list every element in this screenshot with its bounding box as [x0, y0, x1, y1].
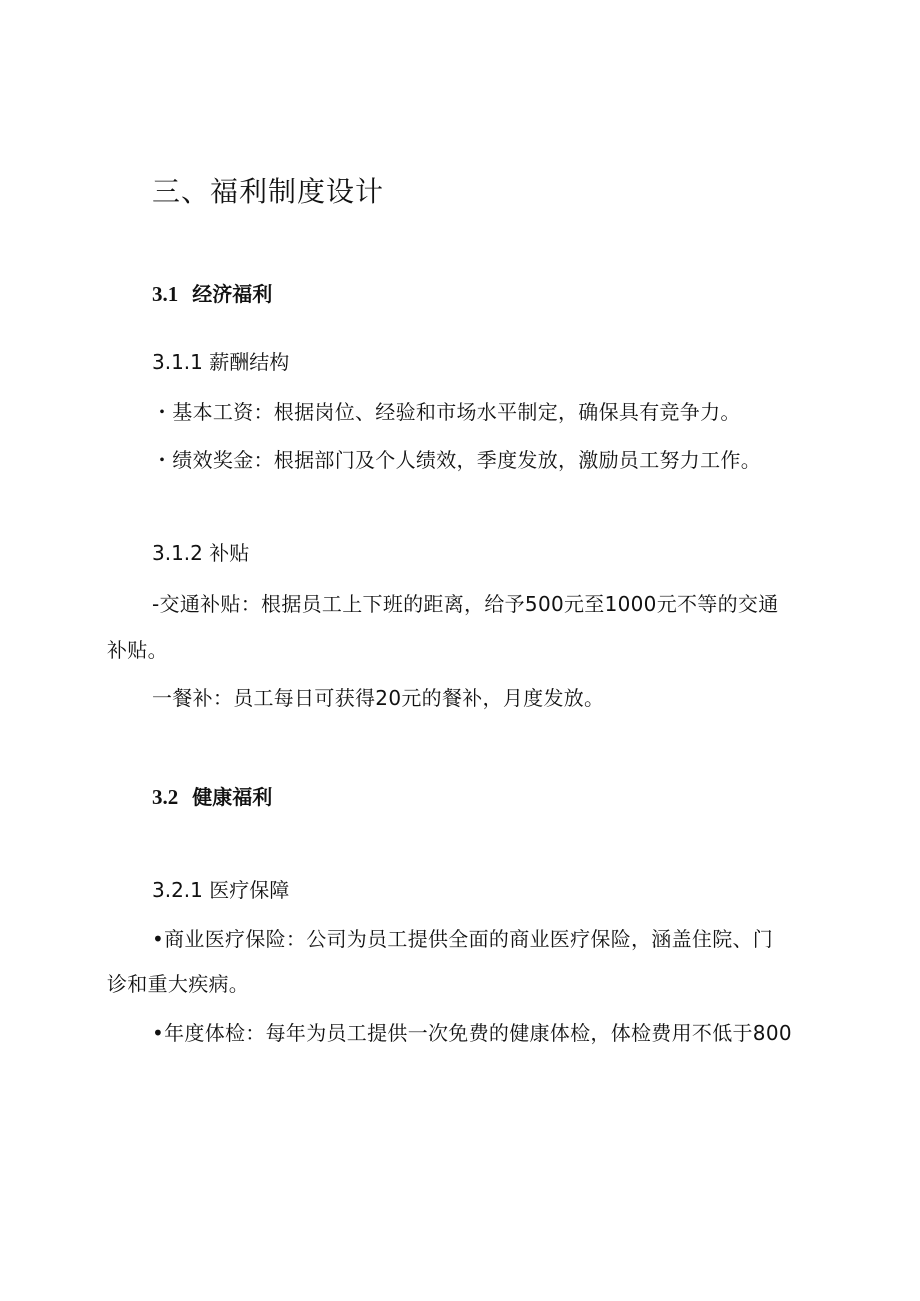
paragraph-annual-checkup-line1: •年度体检：每年为员工提供一次免费的健康体检，体检费用不低于800 [152, 1021, 792, 1045]
paragraph-commercial-insurance-line2: 诊和重大疾病。 [107, 972, 250, 996]
section-number: 3.1 [152, 282, 179, 306]
paragraph-transport-subsidy-line2: 补贴。 [107, 638, 168, 662]
chapter-heading: 三、福利制度设计 [152, 175, 385, 208]
paragraph-commercial-insurance-line1: •商业医疗保险：公司为员工提供全面的商业医疗保险，涵盖住院、门 [152, 927, 774, 951]
section-title: 经济福利 [192, 282, 273, 306]
subsection-heading-3-1-2: 3.1.2 补贴 [152, 541, 250, 565]
section-heading-3-1 [152, 284, 272, 305]
paragraph-meal-subsidy: 一餐补：员工每日可获得20元的餐补，月度发放。 [152, 686, 605, 710]
subsection-heading-3-1-1: 3.1.1 薪酬结构 [152, 350, 290, 374]
section-number: 3.2 [152, 785, 179, 809]
section-title: 健康福利 [192, 785, 273, 809]
subsection-heading-3-2-1: 3.2.1 医疗保障 [152, 878, 290, 902]
section-heading-3-2 [152, 787, 272, 808]
list-item-base-salary: ・基本工资：根据岗位、经验和市场水平制定，确保具有竞争力。 [152, 400, 741, 424]
paragraph-transport-subsidy-line1: -交通补贴：根据员工上下班的距离，给予500元至1000元不等的交通 [152, 592, 779, 616]
list-item-performance-bonus: ・绩效奖金：根据部门及个人绩效，季度发放，激励员工努力工作。 [152, 448, 761, 472]
